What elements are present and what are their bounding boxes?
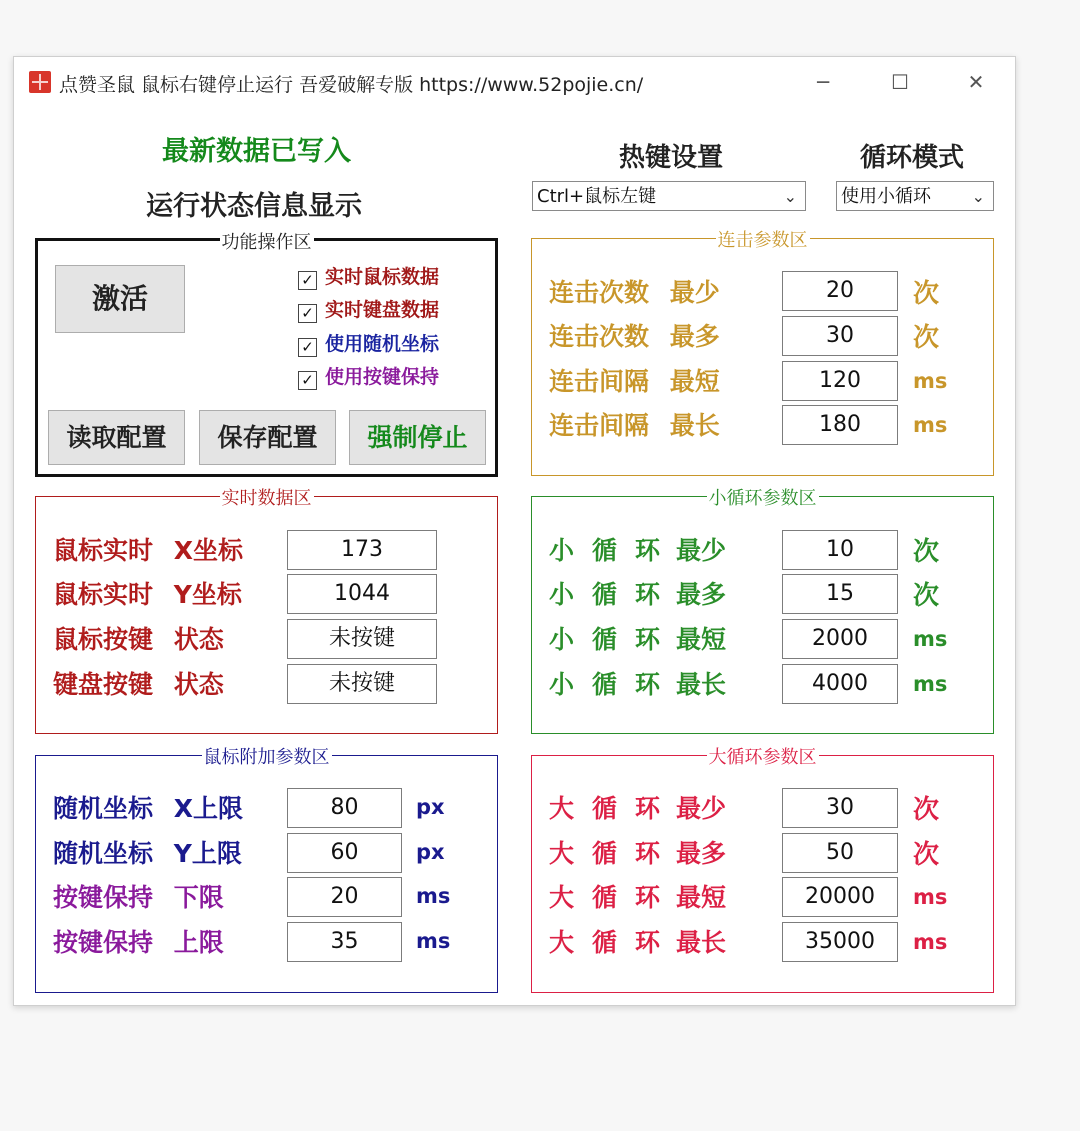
big-loop-duration-min-input[interactable]: 20000 — [782, 877, 898, 917]
unit-label: 次 — [913, 537, 940, 567]
unit-label: ms — [913, 672, 948, 696]
mouse-extra-row-label: 随机坐标 X上限 — [53, 794, 244, 823]
unit-label: ms — [913, 413, 948, 437]
small-loop-row-label: 小 循 环 最多 — [549, 580, 727, 609]
small-loop-row-label: 小 循 环 最长 — [549, 670, 727, 699]
big-loop-row-label: 大 循 环 最多 — [549, 839, 727, 868]
mouse-extra-row-label: 按键保持 上限 — [53, 928, 224, 957]
checkbox-check-icon: ✓ — [298, 271, 317, 290]
chevron-down-icon: ⌄ — [783, 187, 797, 206]
checkbox-realtime-keyboard[interactable] — [298, 295, 439, 323]
small-loop-row-label: 小 循 环 最短 — [549, 625, 727, 654]
big-loop-count-min-input[interactable]: 30 — [782, 788, 898, 828]
checkbox-key-hold[interactable] — [298, 362, 439, 390]
small-loop-count-min-input[interactable]: 10 — [782, 530, 898, 570]
unit-label: ms — [416, 884, 451, 908]
function-area-legend: 功能操作区 — [221, 232, 312, 253]
status-header-label: 运行状态信息显示 — [146, 191, 362, 222]
realtime-row-label: 键盘按键 状态 — [53, 670, 224, 699]
realtime-data-legend: 实时数据区 — [221, 488, 312, 509]
combo-row-label: 连击间隔 最长 — [549, 411, 720, 440]
checkbox-check-icon: ✓ — [298, 371, 317, 390]
big-loop-duration-max-input[interactable]: 35000 — [782, 922, 898, 962]
combo-count-max-input[interactable]: 30 — [782, 316, 898, 356]
small-loop-row-label: 小 循 环 最少 — [549, 536, 727, 565]
latest-status-label: 最新数据已写入 — [162, 136, 351, 167]
keyboard-status-field[interactable]: 未按键 — [287, 664, 437, 704]
unit-label: ms — [913, 369, 948, 393]
minimize-button[interactable]: ─ — [816, 70, 830, 94]
big-loop-row-label: 大 循 环 最长 — [549, 928, 727, 957]
hotkey-title: 热键设置 — [619, 143, 724, 173]
unit-label: 次 — [913, 581, 940, 611]
checkbox-realtime-mouse[interactable] — [298, 262, 439, 290]
app-window — [13, 56, 1016, 1006]
key-hold-min-input[interactable]: 20 — [287, 877, 402, 917]
realtime-row-label: 鼠标按键 状态 — [53, 625, 224, 654]
unit-label: ms — [913, 930, 948, 954]
title-bar — [14, 57, 1015, 107]
mouse-button-status-field[interactable]: 未按键 — [287, 619, 437, 659]
realtime-row-label: 鼠标实时 Y坐标 — [53, 580, 242, 609]
unit-label: px — [416, 795, 445, 819]
small-loop-duration-max-input[interactable]: 4000 — [782, 664, 898, 704]
combo-interval-min-input[interactable]: 120 — [782, 361, 898, 401]
unit-label: 次 — [913, 279, 940, 309]
loop-mode-selected-value: 使用小循环 — [841, 186, 931, 207]
close-button[interactable]: ✕ — [967, 70, 985, 94]
checkbox-check-icon: ✓ — [298, 338, 317, 357]
mouse-extra-row-label: 随机坐标 Y上限 — [53, 839, 242, 868]
combo-row-label: 连击次数 最少 — [549, 278, 720, 307]
loop-mode-title: 循环模式 — [860, 143, 965, 173]
unit-label: px — [416, 840, 445, 864]
combo-count-min-input[interactable]: 20 — [782, 271, 898, 311]
unit-label: ms — [913, 885, 948, 909]
hotkey-select[interactable] — [532, 181, 806, 211]
checkbox-random-coords[interactable] — [298, 329, 439, 357]
unit-label: ms — [416, 929, 451, 953]
big-loop-legend: 大循环参数区 — [708, 747, 817, 768]
combo-row-label: 连击间隔 最短 — [549, 367, 720, 396]
mouse-extra-legend: 鼠标附加参数区 — [203, 747, 330, 768]
unit-label: 次 — [913, 840, 940, 870]
maximize-button[interactable]: ☐ — [891, 70, 909, 94]
checkbox-label: 使用随机坐标 — [325, 333, 440, 355]
random-y-limit-input[interactable]: 60 — [287, 833, 402, 873]
read-config-button[interactable]: 读取配置 — [48, 410, 185, 465]
checkbox-check-icon: ✓ — [298, 304, 317, 323]
checkbox-label: 实时键盘数据 — [325, 299, 440, 321]
checkbox-label: 使用按键保持 — [325, 366, 440, 388]
small-loop-count-max-input[interactable]: 15 — [782, 574, 898, 614]
unit-label: 次 — [913, 323, 940, 353]
small-loop-legend: 小循环参数区 — [708, 488, 817, 509]
combo-params-legend: 连击参数区 — [717, 230, 808, 251]
small-loop-duration-min-input[interactable]: 2000 — [782, 619, 898, 659]
mouse-x-field[interactable]: 173 — [287, 530, 437, 570]
unit-label: 次 — [913, 795, 940, 825]
realtime-row-label: 鼠标实时 X坐标 — [53, 536, 244, 565]
hotkey-selected-value: Ctrl+鼠标左键 — [537, 186, 657, 207]
combo-row-label: 连击次数 最多 — [549, 322, 720, 351]
mouse-extra-row-label: 按键保持 下限 — [53, 883, 224, 912]
big-loop-row-label: 大 循 环 最少 — [549, 794, 727, 823]
save-config-button[interactable]: 保存配置 — [199, 410, 336, 465]
big-loop-count-max-input[interactable]: 50 — [782, 833, 898, 873]
force-stop-button[interactable]: 强制停止 — [349, 410, 486, 465]
key-hold-max-input[interactable]: 35 — [287, 922, 402, 962]
checkbox-label: 实时鼠标数据 — [325, 266, 440, 288]
unit-label: ms — [913, 627, 948, 651]
window-title: 点赞圣鼠 鼠标右键停止运行 吾爱破解专版 https://www.52pojie.cn/ — [59, 74, 644, 96]
combo-interval-max-input[interactable]: 180 — [782, 405, 898, 445]
random-x-limit-input[interactable]: 80 — [287, 788, 402, 828]
chevron-down-icon: ⌄ — [971, 187, 985, 206]
app-logo-icon — [29, 71, 51, 93]
big-loop-row-label: 大 循 环 最短 — [549, 883, 727, 912]
mouse-y-field[interactable]: 1044 — [287, 574, 437, 614]
activate-button[interactable]: 激活 — [55, 265, 185, 333]
loop-mode-select[interactable] — [836, 181, 994, 211]
